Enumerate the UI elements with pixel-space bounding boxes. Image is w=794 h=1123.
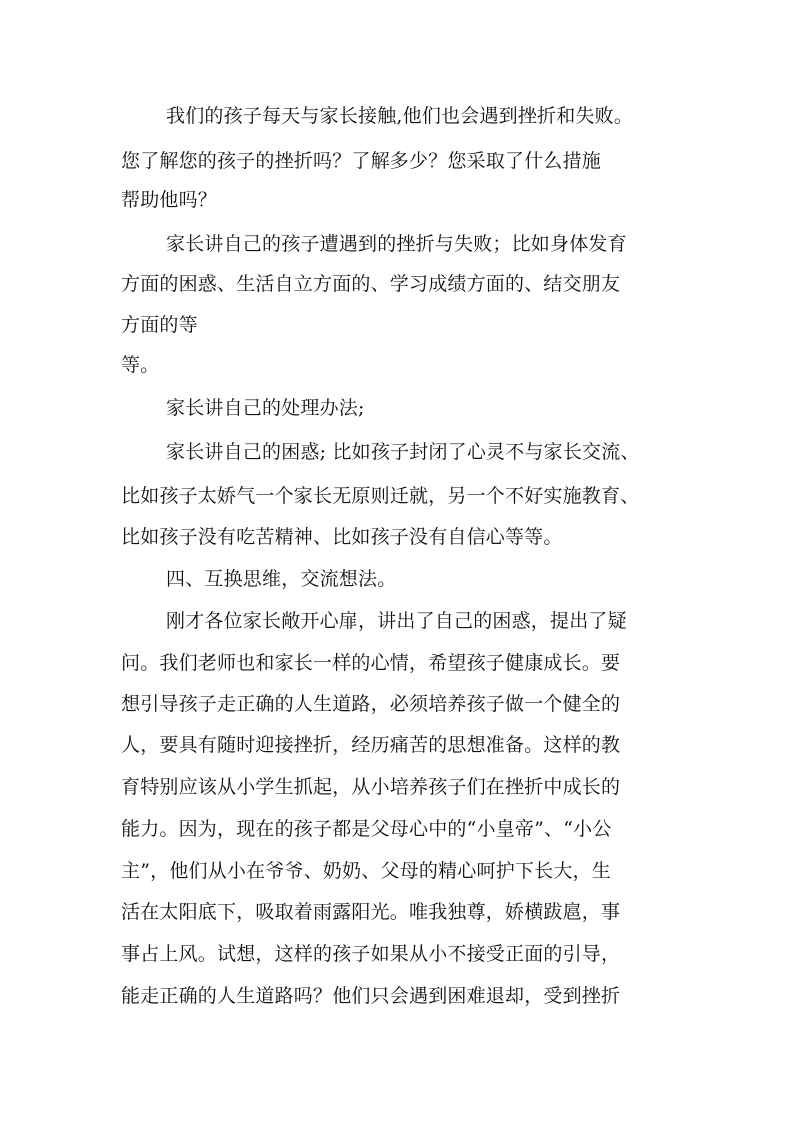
text-line: 四、互换思维，交流想法。 [166,568,397,590]
text-line: 比如孩子没有吃苦精神、比如孩子没有自信心等等。 [121,526,563,548]
text-line: 人，要具有随时迎接挫折，经历痛苦的思想准备。这样的教 [121,734,621,756]
text-line: 方面的困惑、生活自立方面的、学习成绩方面的、结交朋友 [121,273,621,295]
text-line: 方面的等 [121,314,198,336]
text-line: 刚才各位家长敞开心扉，讲出了自己的困惑，提出了疑 [166,610,627,632]
text-line: 育特别应该从小学生抓起，从小培养孩子们在挫折中成长的 [121,776,621,798]
text-line: 家长讲自己的处理办法; [166,397,365,419]
text-line: 帮助他吗？ [121,189,218,211]
text-line: 家长讲自己的孩子遭遇到的挫折与失败；比如身体发育 [166,233,627,255]
text-line: 能力。因为，现在的孩子都是父母心中的“小皇帝”、“小公 [121,818,612,840]
text-line: 您了解您的孩子的挫折吗？了解多少？您采取了什么措施 [121,150,602,172]
text-line: 活在太阳底下，吸取着雨露阳光。唯我独尊，娇横跋扈，事 [121,901,621,923]
text-line: 比如孩子太娇气一个家长无原则迁就，另一个不好实施教育、 [121,485,640,507]
text-line: 我们的孩子每天与家长接触,他们也会遇到挫折和失败。 [166,105,634,127]
text-line: 主”，他们从小在爷爷、奶奶、父母的精心呵护下长大，生 [121,860,611,882]
text-line: 等。 [121,354,160,376]
text-line: 想引导孩子走正确的人生道路，必须培养孩子做一个健全的 [121,693,621,715]
text-line: 事占上风。试想，这样的孩子如果从小不接受正面的引导， [121,943,621,965]
text-line: 家长讲自己的困惑; 比如孩子封闭了心灵不与家长交流、 [166,441,640,463]
text-line: 能走正确的人生道路吗？他们只会遇到困难退却，受到挫折 [121,985,621,1007]
text-line: 问。我们老师也和家长一样的心情，希望孩子健康成长。要 [121,652,621,674]
